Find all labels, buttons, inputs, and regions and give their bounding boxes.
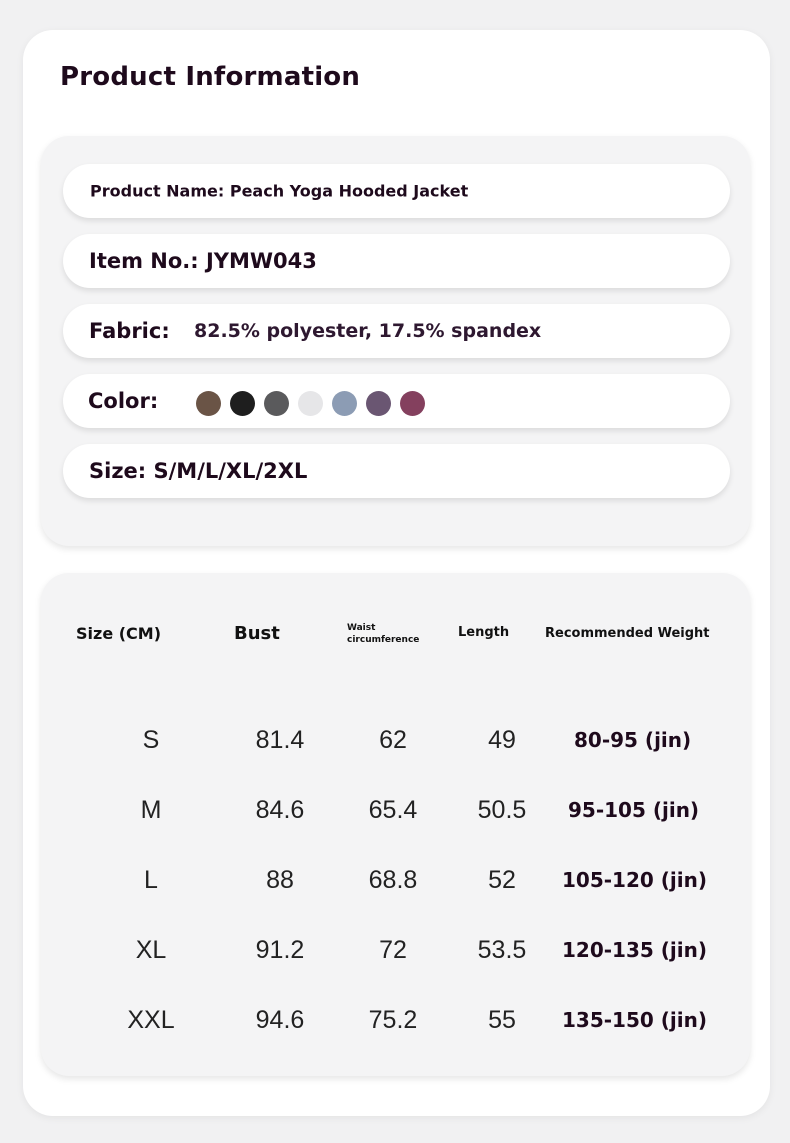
color-row <box>63 374 730 428</box>
cell-length: 49 <box>488 726 516 754</box>
header-bust: Bust <box>234 623 280 644</box>
header-length: Length <box>458 625 510 640</box>
cell-weight: 95-105 (jin) <box>568 798 700 822</box>
fabric-value: 82.5% polyester, 17.5% spandex <box>194 320 542 342</box>
cell-length: 52 <box>488 866 516 894</box>
color-swatch <box>298 391 323 416</box>
header-waist-line1: Waist <box>347 623 376 633</box>
cell-length: 55 <box>488 1006 516 1034</box>
cell-waist: 68.8 <box>368 866 418 894</box>
header-weight: Recommended Weight <box>545 626 710 641</box>
size-row <box>63 444 730 498</box>
color-swatch <box>366 391 391 416</box>
fabric-label: Fabric: <box>89 319 170 343</box>
header-waist <box>347 622 419 646</box>
cell-length: 50.5 <box>477 796 527 824</box>
cell-bust: 91.2 <box>255 936 305 964</box>
cell-weight: 120-135 (jin) <box>562 938 707 962</box>
fabric-row <box>63 304 730 358</box>
cell-bust: 81.4 <box>255 726 305 754</box>
color-swatch <box>196 391 221 416</box>
cell-size: L <box>144 866 158 894</box>
cell-waist: 62 <box>379 726 407 754</box>
item-number-text: Item No.: JYMW043 <box>89 249 317 273</box>
cell-size: M <box>140 796 162 824</box>
cell-size: XL <box>135 936 167 964</box>
cell-length: 53.5 <box>477 936 527 964</box>
cell-bust: 94.6 <box>255 1006 305 1034</box>
cell-size: S <box>142 726 160 754</box>
cell-waist: 72 <box>379 936 407 964</box>
size-list-text: Size: S/M/L/XL/2XL <box>89 459 308 483</box>
product-name-row <box>63 164 730 218</box>
size-chart-panel <box>41 573 750 1076</box>
cell-weight: 135-150 (jin) <box>562 1008 707 1032</box>
cell-bust: 88 <box>266 866 294 894</box>
item-number-row <box>63 234 730 288</box>
color-swatch <box>230 391 255 416</box>
header-waist-line2: circumference <box>347 635 420 645</box>
cell-size: XXL <box>127 1006 175 1034</box>
product-info-card <box>23 30 770 1116</box>
color-swatch <box>400 391 425 416</box>
cell-weight: 105-120 (jin) <box>562 868 707 892</box>
color-label: Color: <box>88 389 159 413</box>
cell-weight: 80-95 (jin) <box>574 728 692 752</box>
cell-waist: 65.4 <box>368 796 418 824</box>
product-details-panel <box>41 136 750 546</box>
cell-bust: 84.6 <box>255 796 305 824</box>
cell-waist: 75.2 <box>368 1006 418 1034</box>
header-size: Size (CM) <box>76 624 162 643</box>
color-swatch <box>264 391 289 416</box>
page-title: Product Information <box>60 62 361 92</box>
color-swatch <box>332 391 357 416</box>
product-name-text: Product Name: Peach Yoga Hooded Jacket <box>90 181 469 201</box>
